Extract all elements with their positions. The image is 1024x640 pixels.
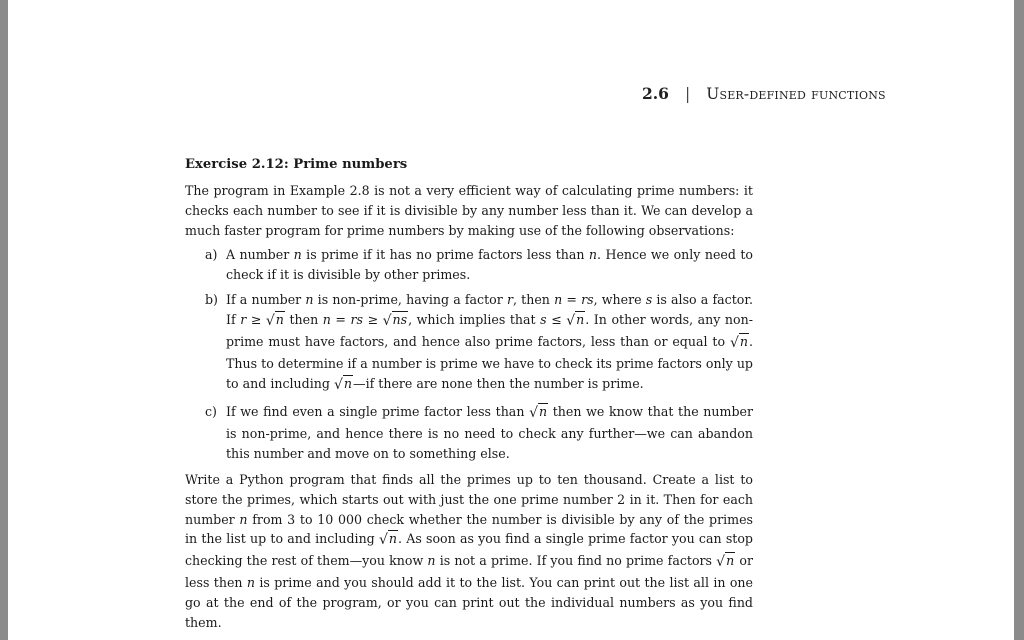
text-run: Write a Python program that finds all the primes up to ten thousand. Create a list to store the primes, which starts out with just the one prime number 2 in it. Then for each number xyxy=(185,471,753,527)
viewer-right-edge xyxy=(1014,0,1024,640)
text-run: . Hence we only need to check if it is divisible by other primes. xyxy=(226,246,753,282)
text-run: . In other words, any non-prime must have factors, and hence also prime factors, less than or equal to xyxy=(226,312,753,350)
sqrt-sign: √ xyxy=(333,377,343,394)
observation-c xyxy=(185,402,753,464)
math-var: n xyxy=(246,575,255,591)
exercise-heading: Exercise 2.12: Prime numbers xyxy=(185,157,408,172)
math-var: n xyxy=(305,292,314,308)
sqrt-sign: √ xyxy=(716,554,726,571)
sqrt-expr xyxy=(333,376,353,394)
page-content xyxy=(185,155,753,633)
text-run: If we find even a single prime factor less than xyxy=(226,403,530,419)
radicand: n xyxy=(576,312,585,328)
observation-b xyxy=(185,290,753,396)
sqrt-sign: √ xyxy=(566,313,576,330)
radicand: n xyxy=(388,531,398,547)
observation-label: b) xyxy=(205,292,218,308)
radicand: n xyxy=(538,403,548,419)
math-var: s xyxy=(645,292,653,308)
text-run: , which implies that xyxy=(408,312,541,328)
observation-label: c) xyxy=(205,403,217,419)
sqrt-sign: √ xyxy=(729,335,739,352)
running-head xyxy=(642,84,886,103)
math-expr: n = rs ≥ xyxy=(322,312,383,328)
sqrt-expr xyxy=(529,404,548,419)
radicand: n xyxy=(343,376,352,392)
math-var: n xyxy=(588,246,598,262)
math-op: ≥ xyxy=(246,312,266,328)
text-run: then xyxy=(284,312,323,328)
math-expr: n = rs xyxy=(554,292,594,308)
text-run: If a number xyxy=(226,292,306,308)
math-var: r xyxy=(240,312,247,328)
text-run: is not a prime. If you find no prime factors xyxy=(435,553,717,569)
math-var: s xyxy=(540,312,547,328)
sqrt-expr xyxy=(729,334,749,352)
text-run: is prime if it has no prime factors less than xyxy=(301,246,589,262)
radicand: n xyxy=(275,312,284,328)
radicand: n xyxy=(739,334,748,350)
section-number: 2.6 xyxy=(642,84,669,103)
observation-a xyxy=(185,245,753,285)
section-title: User-defined functions xyxy=(706,85,886,103)
text-run: is prime and you should add it to the list. You can print out the list all in one go at the end of the program, or you can print out the individual numbers as you find them. xyxy=(185,575,753,631)
sqrt-sign: √ xyxy=(378,532,388,549)
math-var: r xyxy=(506,292,513,308)
text-run: from 3 to 10 000 check whether the number is divisible by any of the primes in the list up to and including xyxy=(185,511,754,547)
header-separator: | xyxy=(684,85,691,103)
text-run: or less then xyxy=(185,553,753,591)
observation-label: a) xyxy=(205,246,218,262)
math-op: ≤ xyxy=(546,312,567,328)
text-run: . Thus to determine if a number is prime we have to check its prime factors only up to and including xyxy=(226,334,753,392)
observation-list xyxy=(185,245,753,464)
exercise-task xyxy=(185,470,753,633)
math-var: n xyxy=(239,511,248,527)
sqrt-expr xyxy=(382,312,409,330)
text-run: . As soon as you find a single prime factor you can stop checking the rest of them—you know xyxy=(185,531,753,569)
sqrt-expr xyxy=(265,312,285,330)
radicand: ns xyxy=(392,312,408,328)
text-run: A number xyxy=(226,246,294,262)
sqrt-sign: √ xyxy=(382,313,392,330)
exercise-intro: The program in Example 2.8 is not a very efficient way of calculating prime numbers: it checks each number to see if it is divisible by any number less than it. We can develop a much faster program for prime numbers by making use of the following observations: xyxy=(185,182,753,238)
math-var: n xyxy=(293,246,302,262)
text-run: is also a factor. If xyxy=(226,292,753,328)
sqrt-expr xyxy=(716,553,735,571)
sqrt-expr xyxy=(378,531,398,549)
sqrt-sign: √ xyxy=(265,313,275,330)
math-var: n xyxy=(427,553,436,569)
text-run: , where xyxy=(593,292,646,308)
viewer-left-edge xyxy=(0,0,8,640)
book-page xyxy=(8,0,1014,640)
sqrt-sign: √ xyxy=(529,404,538,421)
radicand: n xyxy=(726,553,735,569)
sqrt-expr xyxy=(566,312,585,330)
text-run: is non-prime, having a factor xyxy=(313,292,507,308)
text-run: —if there are none then the number is prime. xyxy=(352,376,644,392)
text-run: then we know that the number is non-prime, and hence there is no need to check any further—we can abandon this number and move on to something else. xyxy=(226,403,753,461)
text-run: , then xyxy=(512,292,555,308)
